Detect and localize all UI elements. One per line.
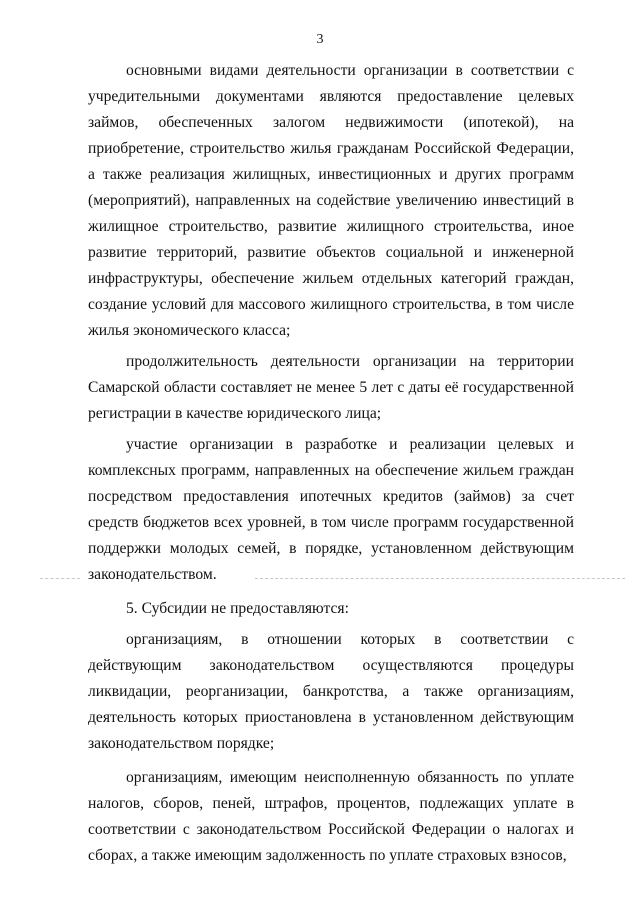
scan-artifact-line xyxy=(255,578,625,580)
paragraph-main-activities: основными видами деятельности организации в соответствии с учредительными документами являются предоставление целевых займов, обеспеченных залогом недвижимости (ипотекой), на приобретение, строительство жилья гражданам Российской Федерации, а также реализация жилищных, инвестиционных и других программ (мероприятий), направленных на содействие увеличению инвестиций в жилищное строительство, развитие жилищного строительства, иное развитие территорий, развитие объектов социальной и инженерной инфраструктуры, обеспечение жильем отдельных категорий граждан, создание условий для массового жилищного строительства, в том числе жилья экономического класса; xyxy=(88,62,574,339)
document-body xyxy=(88,58,574,869)
page-number: 3 xyxy=(316,32,324,47)
section-heading-5: 5. Субсидии не предоставляются: xyxy=(126,600,349,617)
paragraph-duration: продолжительность деятельности организации на территории Самарской области составляет не менее 5 лет с даты её государственной регистрации в качестве юридического лица; xyxy=(88,353,574,422)
paragraph-tax-debt: организациям, имеющим неисполненную обязанность по уплате налогов, сборов, пеней, штрафов, процентов, подлежащих уплате в соответствии с законодательством Российской Федерации о налогах и сборах, а также имеющим задолженность по уплате страховых взносов, xyxy=(88,769,574,864)
paragraph-liquidation: организациям, в отношении которых в соответствии с действующим законодательством осуществляются процедуры ликвидации, реорганизации, банкротства, а также организациям, деятельность которых приостановлена в установленном действующим законодательством порядке; xyxy=(88,631,574,752)
scan-artifact-line xyxy=(40,578,80,580)
paragraph-participation: участие организации в разработке и реализации целевых и комплексных программ, направленных на обеспечение жильем граждан посредством предоставления ипотечных кредитов (займов) за счет средств бюджетов всех уровней, в том числе программ государственной поддержки молодых семей, в порядке, установленном действующим законодательством. xyxy=(88,436,574,583)
